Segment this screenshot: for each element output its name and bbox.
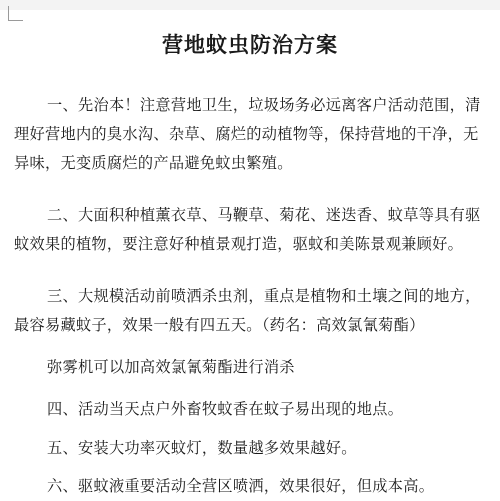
document-title: 营地蚊虫防治方案 bbox=[162, 33, 338, 57]
paragraph-line: 六、驱蚊液重要活动全营区喷洒，效果很好，但成本高。 bbox=[47, 477, 435, 495]
paragraph-line: 异味，无变质腐烂的产品避免蚊虫繁殖。 bbox=[14, 154, 293, 172]
paragraph-line: 弥雾机可以加高效氯氰菊酯进行消杀 bbox=[47, 358, 295, 376]
paragraph-line: 最容易藏蚊子，效果一般有四五天。（药名：高效氯氰菊酯） bbox=[14, 316, 425, 334]
paragraph-2 bbox=[0, 201, 500, 259]
paragraph-line: 蚊效果的植物，要注意好种植景观打造，驱蚊和美陈景观兼顾好。 bbox=[14, 235, 464, 253]
paragraph-line: 理好营地内的臭水沟、杂草、腐烂的动植物等，保持营地的干净，无 bbox=[14, 125, 479, 143]
top-edge bbox=[0, 0, 500, 10]
paragraph-3 bbox=[0, 282, 500, 340]
paragraph-7 bbox=[0, 472, 500, 501]
paragraph-4 bbox=[0, 353, 500, 382]
page-corner-mark bbox=[8, 6, 23, 21]
paragraph-line: 三、大规模活动前喷洒杀虫剂，重点是植物和土壤之间的地方， bbox=[47, 287, 481, 305]
paragraph-line: 二、大面积种植薰衣草、马鞭草、菊花、迷迭香、蚊草等具有驱 bbox=[47, 206, 481, 224]
paragraph-line: 四、活动当天点户外畜牧蚊香在蚊子易出现的地点。 bbox=[47, 400, 404, 418]
paragraph-1 bbox=[0, 91, 500, 178]
paragraph-line: 五、安装大功率灭蚊灯，数量越多效果越好。 bbox=[47, 439, 357, 457]
paragraph-line: 一、先治本！注意营地卫生，垃圾场务必远离客户活动范围，清 bbox=[47, 96, 481, 114]
paragraph-6 bbox=[0, 434, 500, 463]
paragraph-5 bbox=[0, 395, 500, 424]
